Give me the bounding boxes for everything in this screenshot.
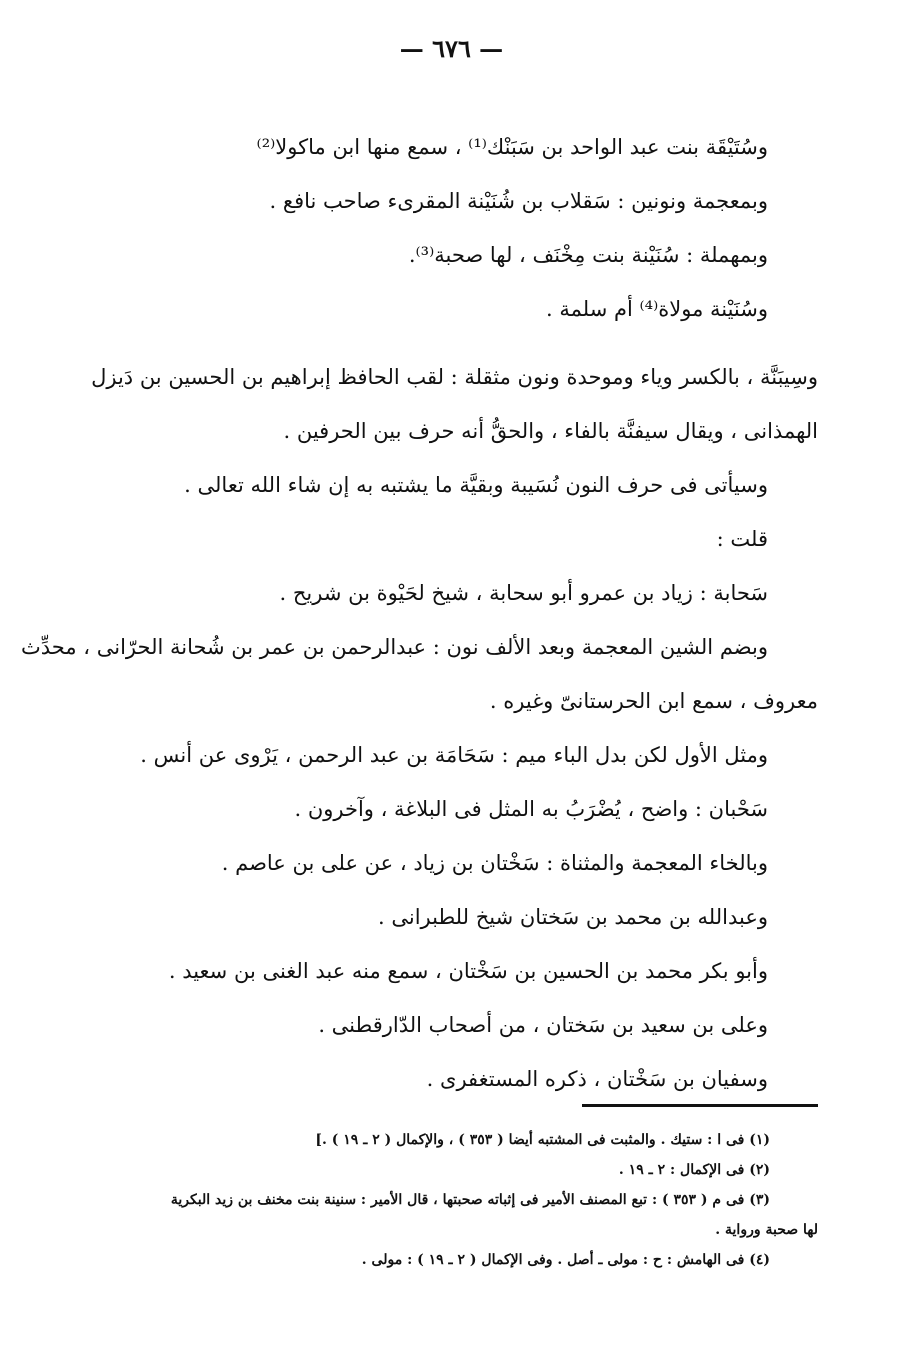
text-line: وأبو بكر محمد بن الحسين بن سَخْتان ، سمع منه عبد الغنى بن سعيد .: [168, 959, 768, 983]
footnote: (١) فى ا : ستيك . والمثبت فى المشتبه أيضا ( ٣٥٣ ) ، والإكمال ( ٢ ـ ١٩ ) .]: [315, 1132, 770, 1148]
text-line: وسُنَيْنة مولاة⁽⁴⁾ أم سلمة .: [546, 297, 768, 321]
text-line: ومثل الأول لكن بدل الباء ميم : سَحَامَة بن عبد الرحمن ، يَرْوى عن أنس .: [140, 743, 768, 767]
page-number: — ٦٧٦ —: [399, 34, 504, 63]
footnote-separator: [582, 1104, 818, 1107]
main-text: [21, 120, 818, 1106]
text-line: وعبدالله بن محمد بن سَختان شيخ للطبرانى .: [378, 905, 768, 929]
footnote: (٢) فى الإكمال : ٢ ـ ١٩ .: [618, 1162, 770, 1178]
text-line: وسفيان بن سَخْتان ، ذكره المستغفرى .: [426, 1067, 768, 1091]
text-line: معروف ، سمع ابن الحرستانىّ وغيره .: [489, 689, 818, 713]
text-line: الهمذانى ، ويقال سيفنَّة بالفاء ، والحقُّ أنه حرف بين الحرفين .: [283, 419, 818, 443]
text-line: وبمعجمة ونونين : سَقلاب بن شُنَيْنة المقرىء صاحب نافع .: [269, 189, 768, 213]
footnote: (٤) فى الهامش : ح : مولى ـ أصل . وفى الإكمال ( ٢ ـ ١٩ ) : مولى .: [361, 1252, 770, 1268]
text-line: وسِيبَنَّة ، بالكسر وياء وموحدة ونون مثقلة : لقب الحافظ إبراهيم بن الحسين بن دَيزل: [91, 365, 818, 389]
footnote: لها صحبة ورواية .: [715, 1222, 818, 1238]
text-line: وبالخاء المعجمة والمثناة : سَخْتان بن زياد ، عن على بن عاصم .: [221, 851, 768, 875]
text-line: وبمهملة : سُنَيْنة بنت مِخْنَف ، لها صحبة⁽³⁾.: [408, 243, 768, 267]
text-line: وسيأتى فى حرف النون نُسَيبة وبقيَّة ما يشتبه به إن شاء الله تعالى .: [184, 473, 768, 497]
text-line: وسُتَيْقَة بنت عبد الواحد بن سَبَنْك⁽¹⁾ ، سمع منها ابن ماكولا⁽²⁾: [256, 135, 768, 159]
text-line: سَحْبان : واضح ، يُضْرَبُ به المثل فى البلاغة ، وآخرون .: [294, 797, 768, 821]
footnotes: [93, 1125, 818, 1275]
text-line: وعلى بن سعيد بن سَختان ، من أصحاب الدّارقطنى .: [318, 1013, 768, 1037]
footnote: (٣) فى م ( ٣٥٣ ) : تبع المصنف الأمير فى إثباته صحبتها ، قال الأمير : سنينة بنت مخنف بن زيد البكرية: [170, 1192, 770, 1208]
text-line: وبضم الشين المعجمة وبعد الألف نون : عبدالرحمن بن عمر بن شُحانة الحرّانى ، محدِّث: [21, 635, 768, 659]
text-line: قلت :: [716, 527, 768, 551]
text-line: سَحابة : زياد بن عمرو أبو سحابة ، شيخ لحَيْوة بن شريح .: [279, 581, 768, 605]
